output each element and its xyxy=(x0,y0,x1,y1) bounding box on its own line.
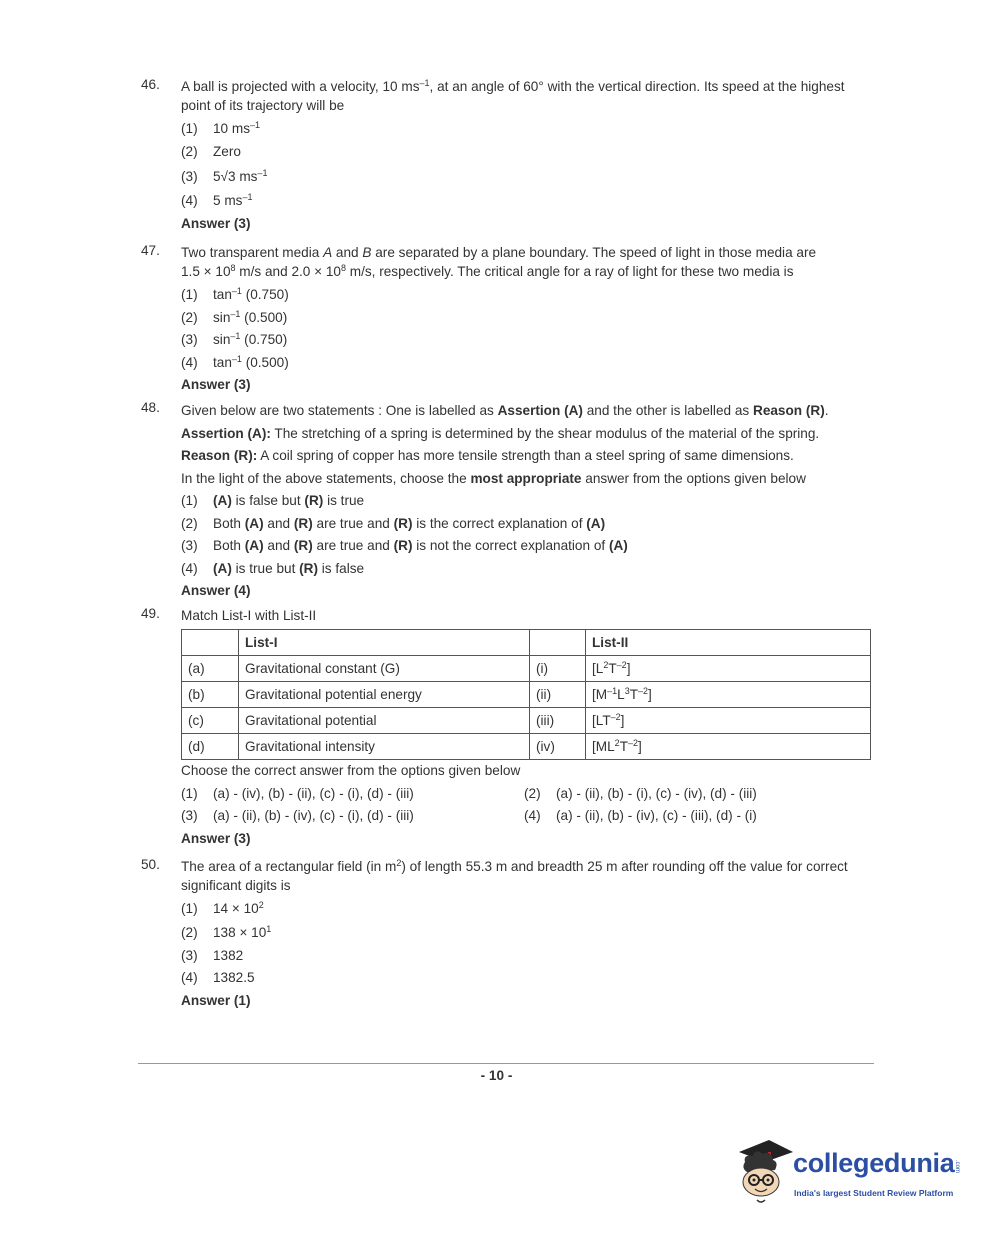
option-1: (1) $\tan^{-1} (0.750)$ xyxy=(181,286,289,302)
page-number: - 10 - xyxy=(480,1068,513,1083)
question-49 xyxy=(141,606,873,850)
table-row: (c) Gravitational potential (iii) $[LT^{-2}]$ xyxy=(182,708,871,734)
option-row xyxy=(181,805,873,828)
answer: Answer (3) xyxy=(181,215,251,231)
question-47 xyxy=(141,243,873,396)
option-1: (1) 10 $ms^{-1}$ xyxy=(181,120,261,136)
logo-wordmark: collegedunia xyxy=(793,1148,955,1178)
option-2: (2) $\sin^{-1} (0.500)$ xyxy=(181,308,288,325)
option-2: (2) (a) - (ii), (b) - (i), (c) - (iv), (d) - (iii) xyxy=(524,785,757,801)
option-2: (2) Both (A) and (R) are true and (R) is the correct explanation of (A) xyxy=(181,515,606,531)
instruction: In the light of the above statements, choose the most appropriate answer from the options given below xyxy=(181,470,806,486)
option-2: (2) $138 \times 10^1$ xyxy=(181,923,272,940)
answer: Answer (3) xyxy=(181,377,251,392)
question-number: 48. xyxy=(141,400,160,415)
option-2: (2) Zero xyxy=(181,143,241,159)
assertion: Assertion (A): The stretching of a spring is determined by the shear modulus of the material of the spring. xyxy=(181,425,820,441)
option-3: (3) (a) - (ii), (b) - (iv), (c) - (i), (d) - (iii) xyxy=(181,808,414,823)
collegedunia-logo xyxy=(735,1138,965,1208)
table-row: (b) Gravitational potential energy (ii) $[M^{-1}L^3T^{-2}]$ xyxy=(182,682,871,708)
table-row: (d) Gravitational intensity (iv) $[ML^2T^{-2}]$ xyxy=(182,734,871,760)
match-table xyxy=(181,629,871,760)
option-4: (4) (A) is true but (R) is false xyxy=(181,560,365,576)
logo-suffix: .com xyxy=(954,1160,960,1174)
option-1: (1) $14 \times 10^2$ xyxy=(181,900,264,916)
logo-tagline: India's largest Student Review Platform xyxy=(794,1188,954,1198)
option-4: (4) 5 $ms^{-1}$ xyxy=(181,192,253,208)
answer: Answer (4) xyxy=(181,583,251,598)
question-46 xyxy=(141,77,873,235)
question-text: Two transparent media A and B are separated by a plane boundary. The speed of light in those media are $1.5 \times 10^8$ m/s and $2.0 \times 10^8$ m/s, respectively. The critical angle for a ray of light for these two media is xyxy=(181,245,817,279)
option-row xyxy=(181,783,873,806)
option-3: (3) $\sin^{-1} (0.750)$ xyxy=(181,331,288,347)
option-4: (4) $\tan^{-1} (0.500)$ xyxy=(181,353,289,370)
option-4: (4) 1382.5 xyxy=(181,970,255,985)
question-text: Match List-I with List-II xyxy=(181,608,317,623)
table-header: List-I List-II xyxy=(182,630,871,656)
option-3: (3) Both (A) and (R) are true and (R) is not the correct explanation of (A) xyxy=(181,538,628,553)
option-4: (4) (a) - (ii), (b) - (iv), (c) - (iii), (d) - (i) xyxy=(524,808,757,823)
option-3: (3) 5√3 $ms^{-1}$ xyxy=(181,168,268,184)
question-text: A ball is projected with a velocity, 10 $ms^{-1}$, at an angle of 60° with the vertical direction. Its speed at the highest point of its trajectory will be xyxy=(181,78,845,113)
question-48 xyxy=(141,400,873,602)
answer: Answer (3) xyxy=(181,830,251,846)
table-row: (a) Gravitational constant (G) (i) $[L^2T^{-2}]$ xyxy=(182,656,871,682)
answer: Answer (1) xyxy=(181,992,251,1008)
question-number: 46. xyxy=(141,77,160,92)
reason: Reason (R): A coil spring of copper has more tensile strength than a steel spring of same dimensions. xyxy=(181,448,794,463)
question-50 xyxy=(141,857,873,1012)
question-number: 47. xyxy=(141,243,160,258)
option-1: (1) (A) is false but (R) is true xyxy=(181,493,365,508)
option-1: (1) (a) - (iv), (b) - (ii), (c) - (i), (d) - (iii) xyxy=(181,785,414,801)
question-text: The area of a rectangular field (in $m^2$) of length 55.3 m and breadth 25 m after rounding off the value for correct significant digits is xyxy=(181,858,848,893)
option-3: (3) 1382 xyxy=(181,947,244,963)
student-mascot-icon xyxy=(735,1138,795,1208)
footer-divider xyxy=(138,1063,874,1064)
question-number: 49. xyxy=(141,606,160,621)
question-intro: Given below are two statements : One is labelled as Assertion (A) and the other is labelled as Reason (R). xyxy=(181,403,829,418)
instruction: Choose the correct answer from the options given below xyxy=(181,763,521,778)
question-number: 50. xyxy=(141,857,160,872)
